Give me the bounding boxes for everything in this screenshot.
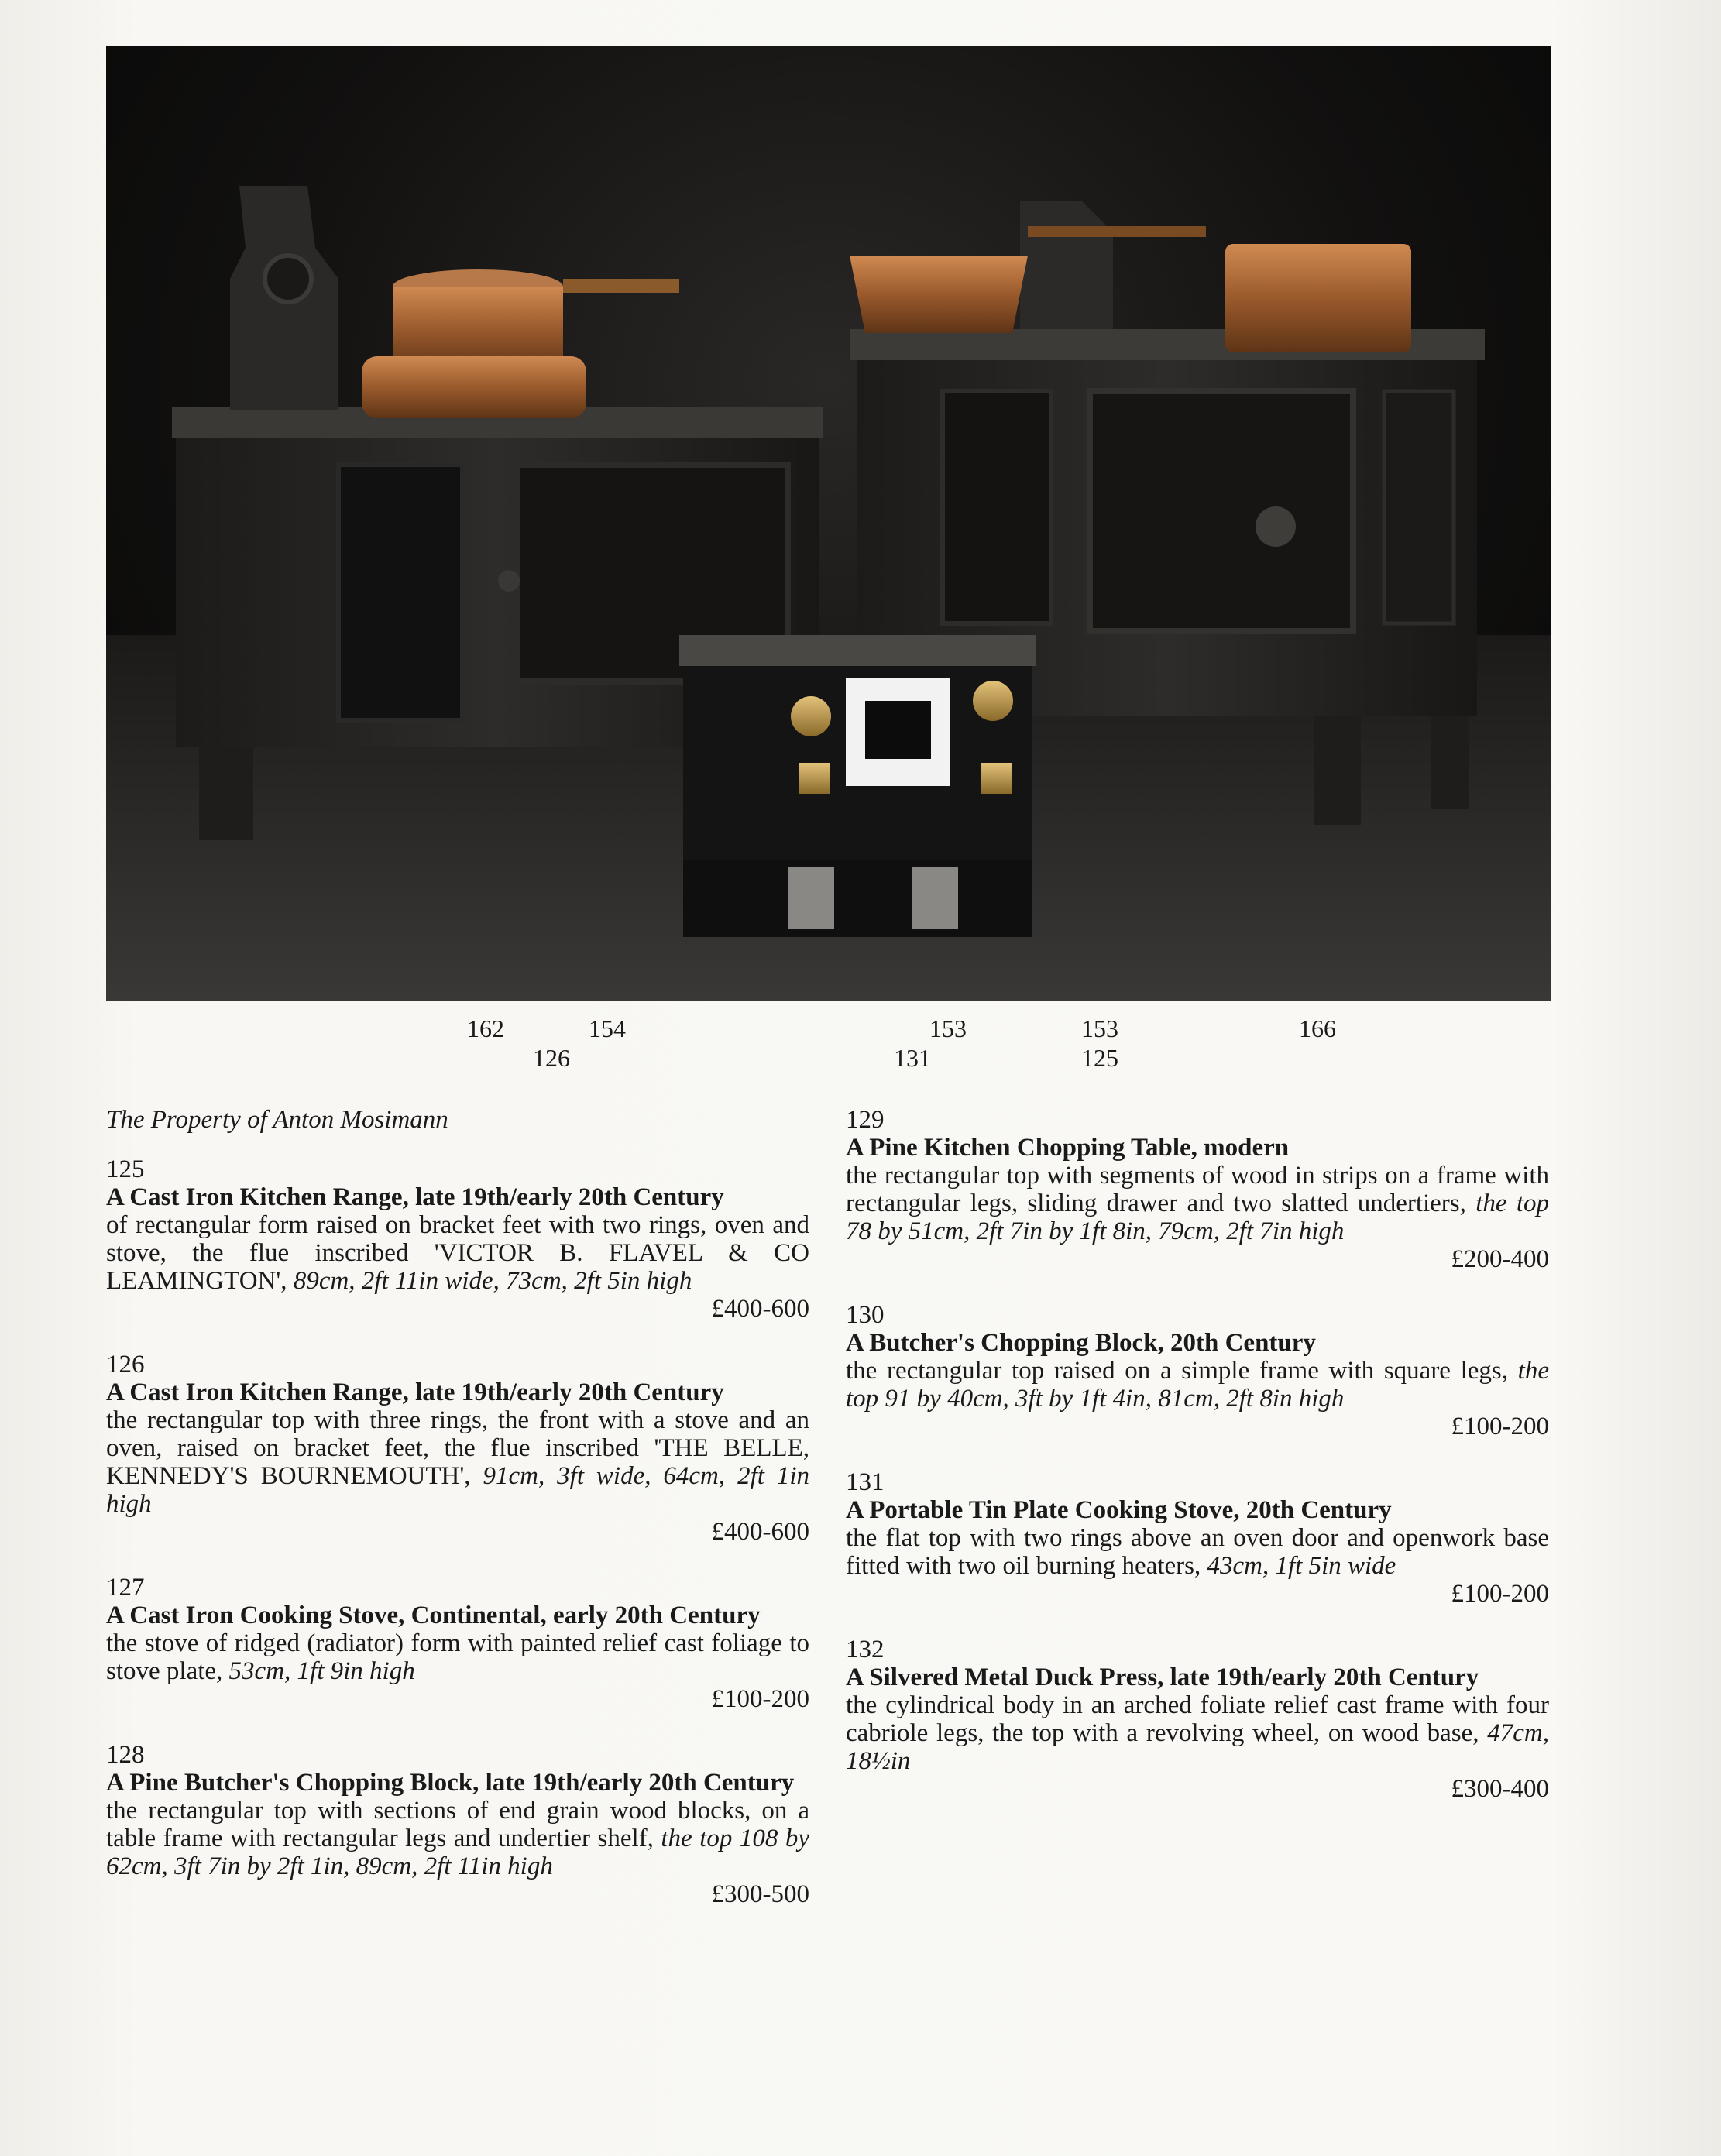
lot-title: A Silvered Metal Duck Press, late 19th/early 20th Century [846,1663,1479,1691]
lot-126 [106,1351,809,1546]
lot-estimate: £400-600 [711,1295,809,1323]
lot-estimate: £200-400 [1451,1245,1549,1273]
lot-dimensions: 89cm, 2ft 11in wide, 73cm, 2ft 5in high [293,1267,692,1295]
lot-description-text: the stove of ridged (radiator) form with painted relief cast foliage to stove plate, [106,1629,809,1685]
lot-description-text: the rectangular top with three rings, the front with a stove and an oven, raised on bracket feet, the flue inscribed 'THE BELLE, KENNEDY'S BOURNEMOUTH', [106,1406,809,1490]
lot-number: 129 [846,1106,885,1134]
left-column [106,1106,809,1936]
lot-description [846,1691,1549,1775]
lot-131 [846,1468,1549,1608]
lot-ref-label: 131 [894,1044,931,1072]
lot-title: A Pine Kitchen Chopping Table, modern [846,1134,1290,1162]
lot-description [106,1629,809,1685]
lot-number: 125 [106,1155,145,1183]
lot-title: A Cast Iron Cooking Stove, Continental, early 20th Century [106,1602,761,1629]
lot-estimate: £400-600 [711,1518,809,1546]
lot-description-text: the flat top with two rings above an oven door and openwork base fitted with two oil burning heaters, [846,1524,1549,1580]
lot-dimensions: 43cm, 1ft 5in wide [1207,1552,1396,1580]
lot-ref-label: 125 [1081,1044,1118,1072]
lot-number: 128 [106,1741,145,1769]
lot-description [846,1524,1549,1580]
lot-estimate: £300-500 [711,1880,809,1908]
lot-127 [106,1574,809,1713]
lot-132 [846,1636,1549,1803]
lot-ref-label: 126 [533,1044,570,1072]
lot-description [846,1162,1549,1245]
lot-title: A Portable Tin Plate Cooking Stove, 20th Century [846,1496,1392,1524]
lot-128 [106,1741,809,1908]
lot-description [846,1357,1549,1413]
lot-129 [846,1106,1549,1273]
product-photo [106,46,1551,1001]
lot-title: A Butcher's Chopping Block, 20th Century [846,1329,1316,1357]
lot-dimensions: 91cm, 3ft wide, 64cm, 2ft 1in high [106,1462,809,1518]
lot-title: A Cast Iron Kitchen Range, late 19th/early 20th Century [106,1183,724,1211]
lot-title: A Pine Butcher's Chopping Block, late 19th/early 20th Century [106,1769,795,1797]
lot-description [106,1406,809,1518]
lot-description-text: of rectangular form raised on bracket feet with two rings, oven and stove, the flue inscribed 'VICTOR B. FLAVEL & CO LEAMINGTON', [106,1211,809,1295]
lot-ref-label: 153 [1081,1014,1118,1042]
lot-description-text: the rectangular top with sections of end grain wood blocks, on a table frame with rectangular legs and undertier shelf, [106,1797,809,1852]
lot-number: 130 [846,1301,885,1329]
lot-dimensions: the top 78 by 51cm, 2ft 7in by 1ft 8in, 79cm, 2ft 7in high [846,1190,1550,1245]
lot-ref-label: 166 [1299,1014,1336,1042]
photo-illustration [106,46,1551,1001]
lot-description-text: the rectangular top with segments of wood in strips on a frame with rectangular legs, sliding drawer and two slatted undertiers, [846,1162,1549,1217]
lot-ref-label: 154 [589,1014,626,1042]
lot-ref-label: 162 [467,1014,504,1042]
lot-130 [846,1301,1549,1440]
lot-ref-label: 153 [929,1014,967,1042]
lot-number: 127 [106,1574,145,1602]
lot-estimate: £100-200 [1451,1413,1549,1440]
lot-number: 131 [846,1468,885,1496]
lot-title: A Cast Iron Kitchen Range, late 19th/early 20th Century [106,1378,724,1406]
property-line: The Property of Anton Mosimann [106,1106,448,1134]
lot-125 [106,1155,809,1323]
lot-dimensions: 47cm, 18½in [846,1719,1549,1775]
small-stove [679,635,1036,937]
lot-description-text: the cylindrical body in an arched foliate relief cast frame with four cabriole legs, the top with a revolving wheel, on wood base, [846,1691,1549,1747]
lot-estimate: £100-200 [1451,1580,1549,1608]
lot-dimensions: the top 108 by 62cm, 3ft 7in by 2ft 1in, 89cm, 2ft 11in high [106,1825,809,1880]
lot-estimate: £300-400 [1451,1775,1549,1803]
lot-description [106,1211,809,1295]
lot-dimensions: the top 91 by 40cm, 3ft by 1ft 4in, 81cm, 2ft 8in high [846,1357,1549,1413]
right-column [846,1106,1549,1831]
lot-number: 126 [106,1351,145,1378]
lot-description-text: the rectangular top raised on a simple frame with square legs, [846,1357,1509,1385]
lot-dimensions: 53cm, 1ft 9in high [228,1657,415,1685]
lot-estimate: £100-200 [711,1685,809,1713]
lot-description [106,1797,809,1880]
lot-number: 132 [846,1636,885,1663]
